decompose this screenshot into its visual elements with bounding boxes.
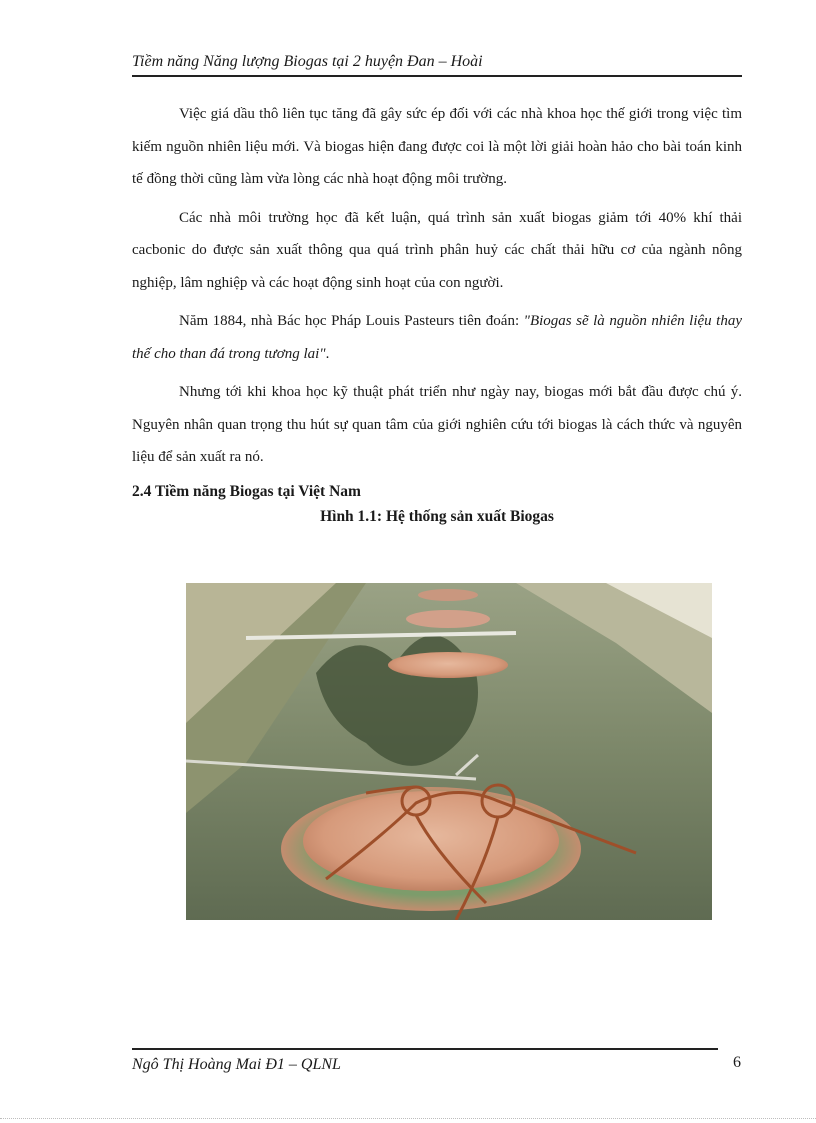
biogas-digester-photo	[186, 583, 712, 920]
pasteur-quote: "Biogas sẽ là nguồn nhiên liệu thay thế cho than đá trong tương lai"	[132, 313, 742, 362]
section-heading: 2.4 Tiềm năng Biogas tại Việt Nam	[132, 482, 361, 500]
page-header	[132, 52, 742, 77]
header-title: Tiềm năng Năng lượng Biogas tại 2 huyện Đan – Hoài	[132, 53, 483, 70]
dome-far-1	[418, 589, 478, 601]
paragraph-3-tail: .	[325, 345, 330, 362]
paragraph-3	[132, 305, 742, 370]
paragraph-3-lead: Năm 1884, nhà Bác học Pháp Louis Pasteurs tiên đoán:	[179, 313, 524, 329]
figure-caption: Hình 1.1: Hệ thống sản xuất Biogas	[320, 507, 554, 525]
paragraph-1: Việc giá dầu thô liên tục tăng đã gây sức ép đối với các nhà khoa học thế giới trong việc tìm kiếm nguồn nhiên liệu mới. Và biogas hiện đang được coi là một lời giải hoàn hảo cho bài toán kinh tế đồng thời cũng làm vừa lòng các nhà hoạt động môi trường.	[132, 106, 742, 187]
page-number: 6	[733, 1054, 741, 1071]
footer-author: Ngô Thị Hoàng Mai Đ1 – QLNL	[132, 1056, 341, 1073]
biogas-digester-illustration	[186, 583, 712, 920]
document-body	[132, 98, 742, 530]
dome-mid	[388, 652, 508, 678]
footer-rule	[132, 1048, 718, 1050]
paragraph-4: Nhưng tới khi khoa học kỹ thuật phát triển như ngày nay, biogas mới bắt đầu được chú ý. Nguyên nhân quan trọng thu hút sự quan tâm của giới nghiên cứu tới biogas là cách thức và nguyên liệu để sản xuất ra nó.	[132, 384, 742, 465]
dome-far-2	[406, 610, 490, 628]
page-bottom-border	[0, 1118, 816, 1119]
paragraph-2: Các nhà môi trường học đã kết luận, quá trình sản xuất biogas giảm tới 40% khí thải cacbonic do được sản xuất thông qua quá trình phân huỷ các chất thải hữu cơ của ngành nông nghiệp, lâm nghiệp và các hoạt động sinh hoạt của con người.	[132, 209, 742, 291]
